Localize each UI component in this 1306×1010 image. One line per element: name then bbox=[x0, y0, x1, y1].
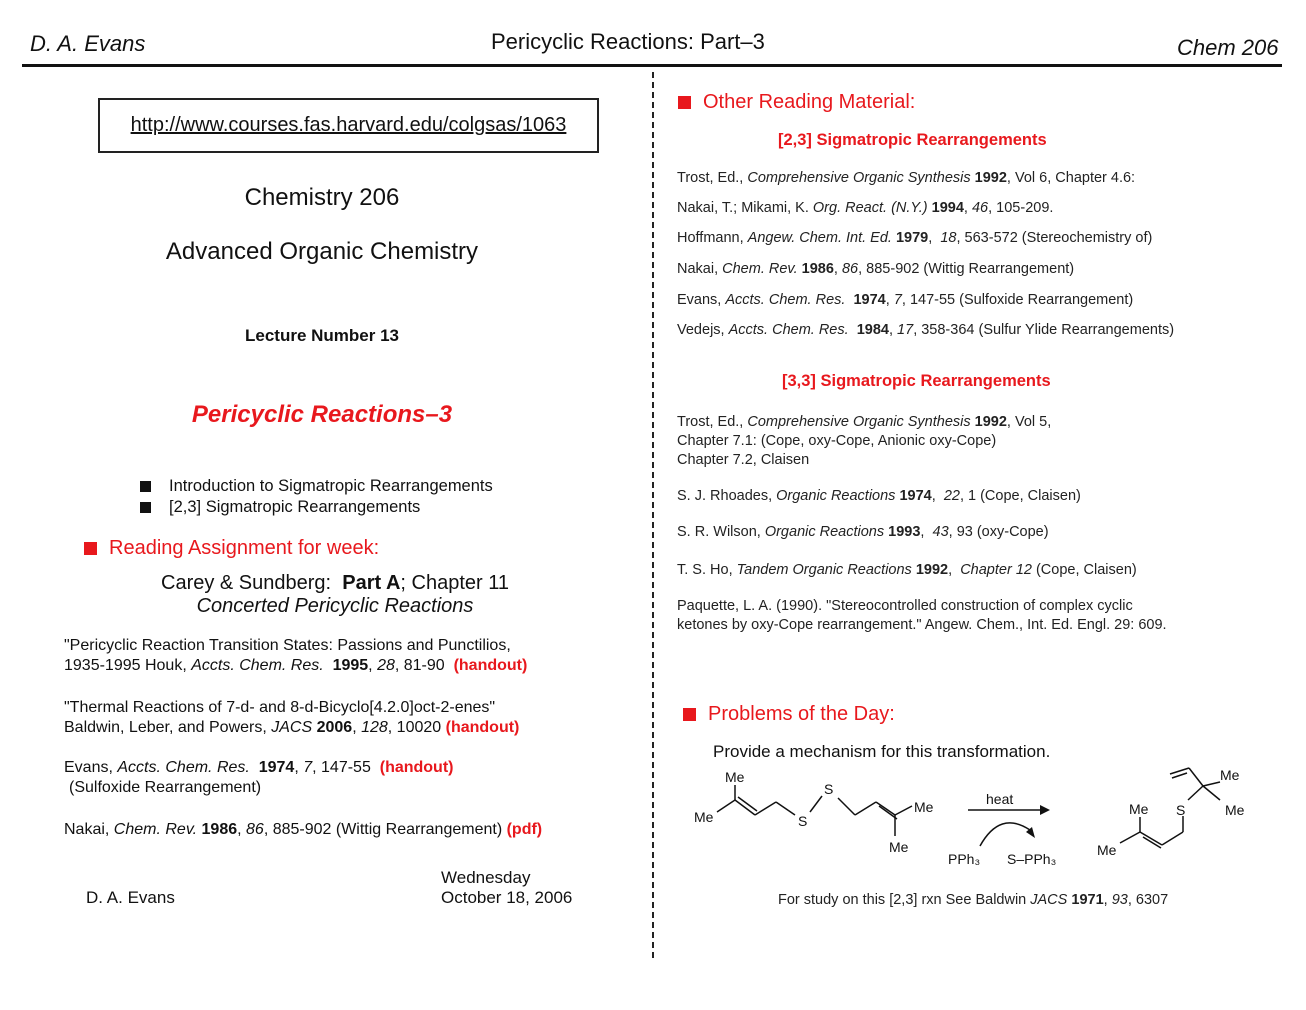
heat-label: heat bbox=[986, 791, 1014, 807]
methyl-label: Me bbox=[914, 799, 934, 815]
other-ref: S. R. Wilson, Organic Reactions 1993, 43, 93 (oxy-Cope) bbox=[677, 524, 1049, 540]
handout-link[interactable]: (handout) bbox=[379, 759, 454, 776]
other-ref: S. J. Rhoades, Organic Reactions 1974, 22, 1 (Cope, Claisen) bbox=[677, 488, 1081, 504]
course-subtitle: Advanced Organic Chemistry bbox=[165, 238, 479, 265]
reading-ref: Nakai, Chem. Rev. 1986, 86, 885-902 (Wittig Rearrangement) (pdf) bbox=[64, 821, 543, 838]
header-rule bbox=[22, 64, 1282, 67]
methyl-label: Me bbox=[1225, 802, 1245, 818]
problem-text: Provide a mechanism for this transformation. bbox=[713, 742, 1051, 761]
pdf-link[interactable]: (pdf) bbox=[506, 821, 543, 838]
bullet-square-icon bbox=[140, 502, 151, 513]
topic-bullet-list bbox=[140, 476, 493, 518]
sulfide-phosphine-label: S–PPh₃ bbox=[1007, 851, 1057, 867]
sulfur-label: S bbox=[798, 813, 808, 829]
subheading-33: [3,3] Sigmatropic Rearrangements bbox=[782, 372, 1051, 390]
header-title: Pericyclic Reactions: Part–3 bbox=[491, 29, 765, 54]
course-title: Chemistry 206 bbox=[244, 184, 400, 211]
sulfur-label: S bbox=[824, 781, 834, 797]
reading-ref: "Pericyclic Reaction Transition States: Passions and Punctilios, 1935-1995 Houk, Accts. Chem. Res. 1995, 28, 81-90 (handout) bbox=[64, 637, 528, 674]
other-ref: Paquette, L. A. (1990). "Stereocontrolled construction of complex cyclic ketones by oxy-Cope rearrangement." Angew. Chem., Int. Ed. Engl. 29: 609. bbox=[677, 598, 1167, 633]
methyl-label: Me bbox=[725, 769, 745, 785]
header-author: D. A. Evans bbox=[30, 31, 146, 56]
methyl-label: Me bbox=[694, 809, 714, 825]
scheme-footnote: For study on this [2,3] rxn See Baldwin JACS 1971, 93, 6307 bbox=[778, 892, 1169, 908]
problems-heading: Problems of the Day: bbox=[683, 703, 895, 726]
lecture-topic: Pericyclic Reactions–3 bbox=[191, 401, 453, 428]
methyl-label: Me bbox=[1220, 767, 1240, 783]
course-url-link[interactable]: http://www.courses.fas.harvard.edu/colgsas/1063 bbox=[130, 114, 567, 136]
methyl-label: Me bbox=[889, 839, 909, 855]
signature-name: D. A. Evans bbox=[86, 888, 175, 907]
topic-bullet: Introduction to Sigmatropic Rearrangements bbox=[140, 476, 493, 497]
other-ref: T. S. Ho, Tandem Organic Reactions 1992, Chapter 12 (Cope, Claisen) bbox=[677, 562, 1137, 578]
other-ref: Trost, Ed., Comprehensive Organic Synthesis 1992, Vol 6, Chapter 4.6: bbox=[677, 170, 1136, 186]
methyl-label: Me bbox=[1097, 842, 1117, 858]
reading-ref: Evans, Accts. Chem. Res. 1974, 7, 147-55 (handout) (Sulfoxide Rearrangement) bbox=[64, 759, 454, 796]
other-ref: Nakai, Chem. Rev. 1986, 86, 885-902 (Wittig Rearrangement) bbox=[677, 261, 1075, 277]
reactant-structure bbox=[717, 785, 912, 836]
handout-link[interactable]: (handout) bbox=[453, 657, 528, 674]
pph3-label: PPh₃ bbox=[948, 851, 981, 867]
textbook-reference: Carey & Sundberg: Part A; Chapter 11 Concerted Pericyclic Reactions bbox=[161, 572, 509, 617]
reaction-scheme bbox=[680, 760, 1280, 880]
arrow-head-icon bbox=[1040, 805, 1050, 815]
lecture-number: Lecture Number 13 bbox=[245, 326, 399, 345]
header-course: Chem 206 bbox=[1177, 35, 1279, 60]
other-ref: Evans, Accts. Chem. Res. 1974, 7, 147-55 (Sulfoxide Rearrangement) bbox=[677, 292, 1134, 308]
other-ref: Nakai, T.; Mikami, K. Org. React. (N.Y.) 1994, 46, 105-209. bbox=[677, 200, 1054, 216]
handout-link[interactable]: (handout) bbox=[445, 719, 520, 736]
column-divider bbox=[652, 72, 654, 958]
sulfur-label: S bbox=[1176, 802, 1186, 818]
red-square-icon bbox=[678, 96, 691, 109]
reading-heading: Reading Assignment for week: bbox=[84, 537, 379, 560]
subheading-23: [2,3] Sigmatropic Rearrangements bbox=[778, 131, 1047, 149]
other-ref: Vedejs, Accts. Chem. Res. 1984, 17, 358-364 (Sulfur Ylide Rearrangements) bbox=[677, 322, 1175, 338]
topic-bullet: [2,3] Sigmatropic Rearrangements bbox=[140, 497, 493, 518]
methyl-label: Me bbox=[1129, 801, 1149, 817]
other-ref: Trost, Ed., Comprehensive Organic Synthesis 1992, Vol 5, Chapter 7.1: (Cope, oxy-Cope, Anionic oxy-Cope) Chapter 7.2, Claisen bbox=[677, 414, 1052, 468]
red-square-icon bbox=[683, 708, 696, 721]
signature-date: Wednesday October 18, 2006 bbox=[441, 868, 573, 907]
url-box bbox=[98, 98, 599, 153]
red-square-icon bbox=[84, 542, 97, 555]
reading-ref: "Thermal Reactions of 7-d- and 8-d-Bicyclo[4.2.0]oct-2-enes" Baldwin, Leber, and Powers, JACS 2006, 128, 10020 (handout) bbox=[64, 699, 520, 736]
other-reading-heading: Other Reading Material: bbox=[678, 91, 915, 114]
bullet-square-icon bbox=[140, 481, 151, 492]
other-ref: Hoffmann, Angew. Chem. Int. Ed. 1979, 18, 563-572 (Stereochemistry of) bbox=[677, 230, 1153, 246]
